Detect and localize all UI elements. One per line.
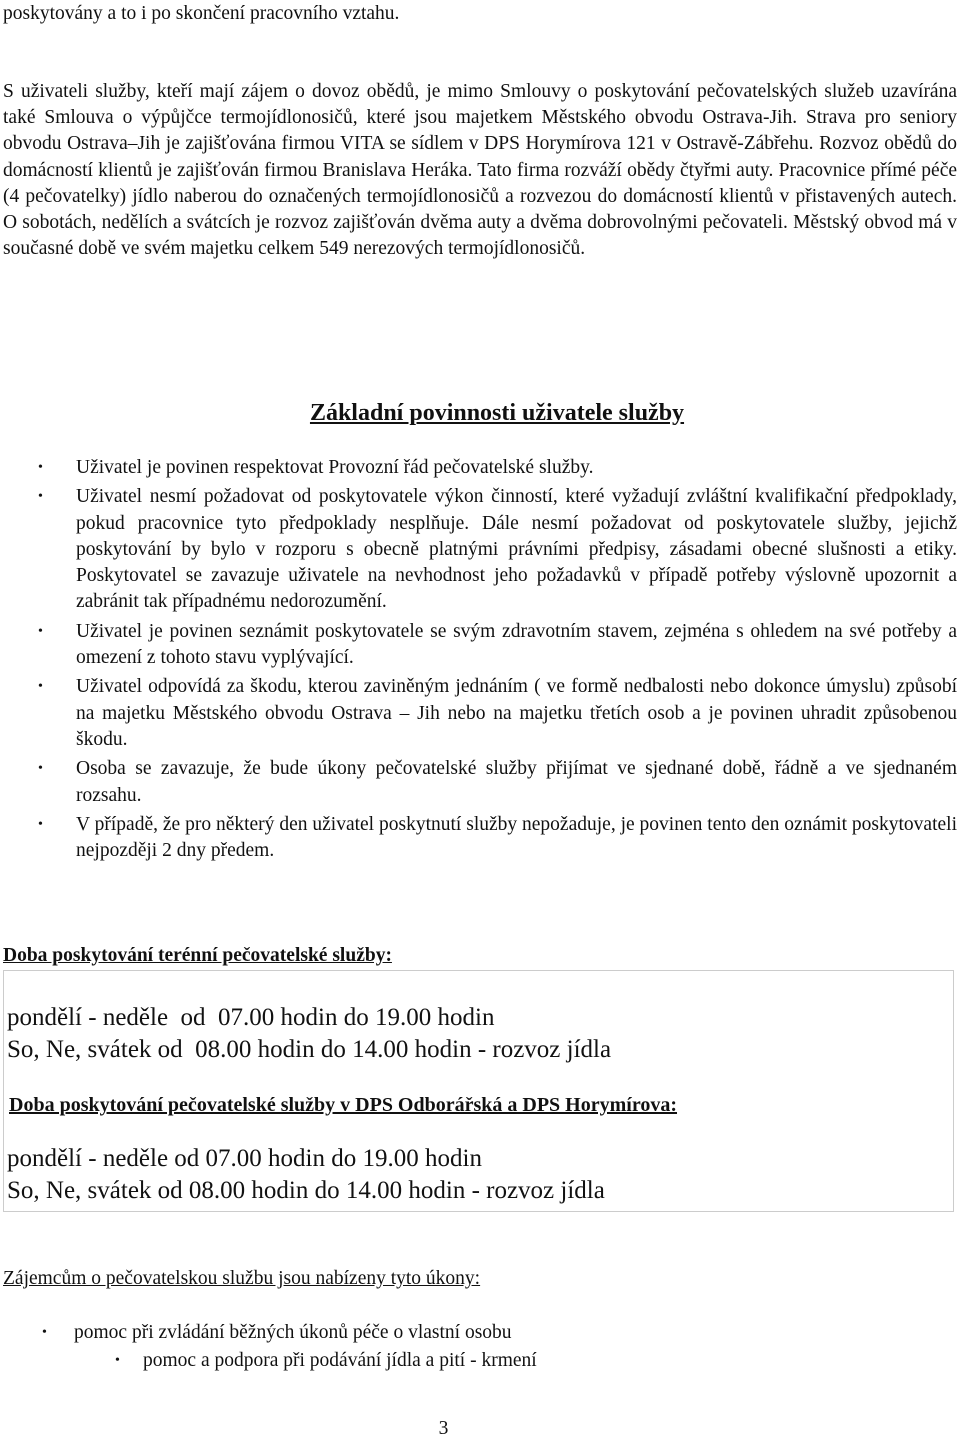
list-item <box>0 455 960 481</box>
bullet-icon: • <box>38 816 43 832</box>
list-item <box>0 484 960 615</box>
bullet-icon: • <box>42 1325 47 1340</box>
dps-hours-heading: Doba poskytování pečovatelské služby v DPS Odborářská a DPS Horymírova: <box>9 1094 678 1116</box>
dps-hours-weekend: So, Ne, svátek od 08.00 hodin do 14.00 hodin - rozvoz jídla <box>7 1177 605 1204</box>
list-item <box>0 756 960 809</box>
meal-delivery-paragraph: S uživateli služby, kteří mají zájem o dovoz obědů, je mimo Smlouvy o poskytování pečovatelských služeb uzavírána také Smlouva o výpůjčce termojídlonosičů, které jsou majetkem Městského obvodu Ostrava-Jih. Strava pro seniory obvodu Ostrava–Jih je zajišťována firmou VITA se sídlem v DPS Horymírova 121 v Ostravě-Zábřehu. Rozvoz obědů do domácností klientů je zajišťován firmou Branislava Heráka. Tato firma rozváží obědy čtyřmi auty. Pracovnice přímé péče (4 pečovatelky) jídlo naberou do označených termojídlonosičů a rozvezou do domácností klientů v přistavených autech. O sobotách, nedělích a svátcích je rozvoz zajišťován dvěma auty a dvěma dobrovolnými pečovateli. Městský obvod má v současné době ve svém majetku celkem 549 nerezových termojídlonosičů. <box>3 81 957 260</box>
list-item <box>0 619 960 672</box>
bullet-icon: • <box>38 761 43 777</box>
obligation-text: Osoba se zavazuje, že bude úkony pečovatelské služby přijímat ve sjednané době, řádně a ve sjednaném rozsahu. <box>76 758 957 806</box>
service-subitem <box>115 1348 537 1374</box>
obligation-text: V případě, že pro některý den uživatel poskytnutí služby nepožaduje, je povinen tento den oznámit poskytovateli nejpozději 2 dny předem. <box>76 813 957 862</box>
bullet-icon: • <box>38 460 43 475</box>
service-item <box>42 1320 512 1346</box>
service-subitem-label: pomoc a podpora při podávání jídla a pití - krmení <box>143 1350 537 1371</box>
obligation-text: Uživatel odpovídá za škodu, kterou zaviněným jednáním ( ve formě nedbalosti nebo dokonce úmyslu) způsobí na majetku Městského obvodu Ostrava – Jih nebo na majetku třetích osob a je povinen uhradit způsobenou škodu. <box>76 676 957 750</box>
bullet-icon: • <box>115 1353 120 1368</box>
intro-line: poskytovány a to i po skončení pracovního vztahu. <box>3 3 400 24</box>
obligations-list <box>0 455 960 867</box>
obligation-text: Uživatel nesmí požadovat od poskytovatele výkon činností, které vyžadují zvláštní kvalifikační předpoklady, pokud pracovnice tyto předpoklady nesplňuje. Dále nesmí požadovat od poskytovatele služby, jejichž poskytování by bylo v rozporu s obecně platnými právními předpisy, zásadami obecné slušnosti a etiky. Poskytovatel se zavazuje uživatele na nevhodnost jeho požadavků v případě potřeby výslovně upozornit a zabránit tak případnému nedorozumění. <box>76 486 957 613</box>
bullet-icon: • <box>38 679 43 695</box>
service-hours-heading: Doba poskytování terénní pečovatelské služby: <box>3 945 392 966</box>
bullet-icon: • <box>38 489 43 505</box>
list-item <box>0 674 960 753</box>
list-item <box>0 812 960 865</box>
services-offered-heading: Zájemcům o pečovatelskou službu jsou nabízeny tyto úkony: <box>3 1268 481 1289</box>
field-hours-weekdays: pondělí - neděle od 07.00 hodin do 19.00 hodin <box>7 1004 495 1031</box>
section-heading: Základní povinnosti uživatele služby <box>309 400 685 426</box>
field-hours-weekend: So, Ne, svátek od 08.00 hodin do 14.00 hodin - rozvoz jídla <box>7 1036 612 1063</box>
page-number: 3 <box>438 1418 449 1439</box>
service-item-label: pomoc při zvládání běžných úkonů péče o vlastní osobu <box>74 1322 512 1343</box>
obligation-text: Uživatel je povinen seznámit poskytovatele se svým zdravotním stavem, zejména s ohledem na své potřeby a omezení z tohoto stavu vyplývající. <box>76 620 957 669</box>
dps-hours-weekdays: pondělí - neděle od 07.00 hodin do 19.00 hodin <box>7 1145 482 1172</box>
bullet-icon: • <box>38 623 43 639</box>
obligation-text: Uživatel je povinen respektovat Provozní řád pečovatelské služby. <box>76 457 594 478</box>
